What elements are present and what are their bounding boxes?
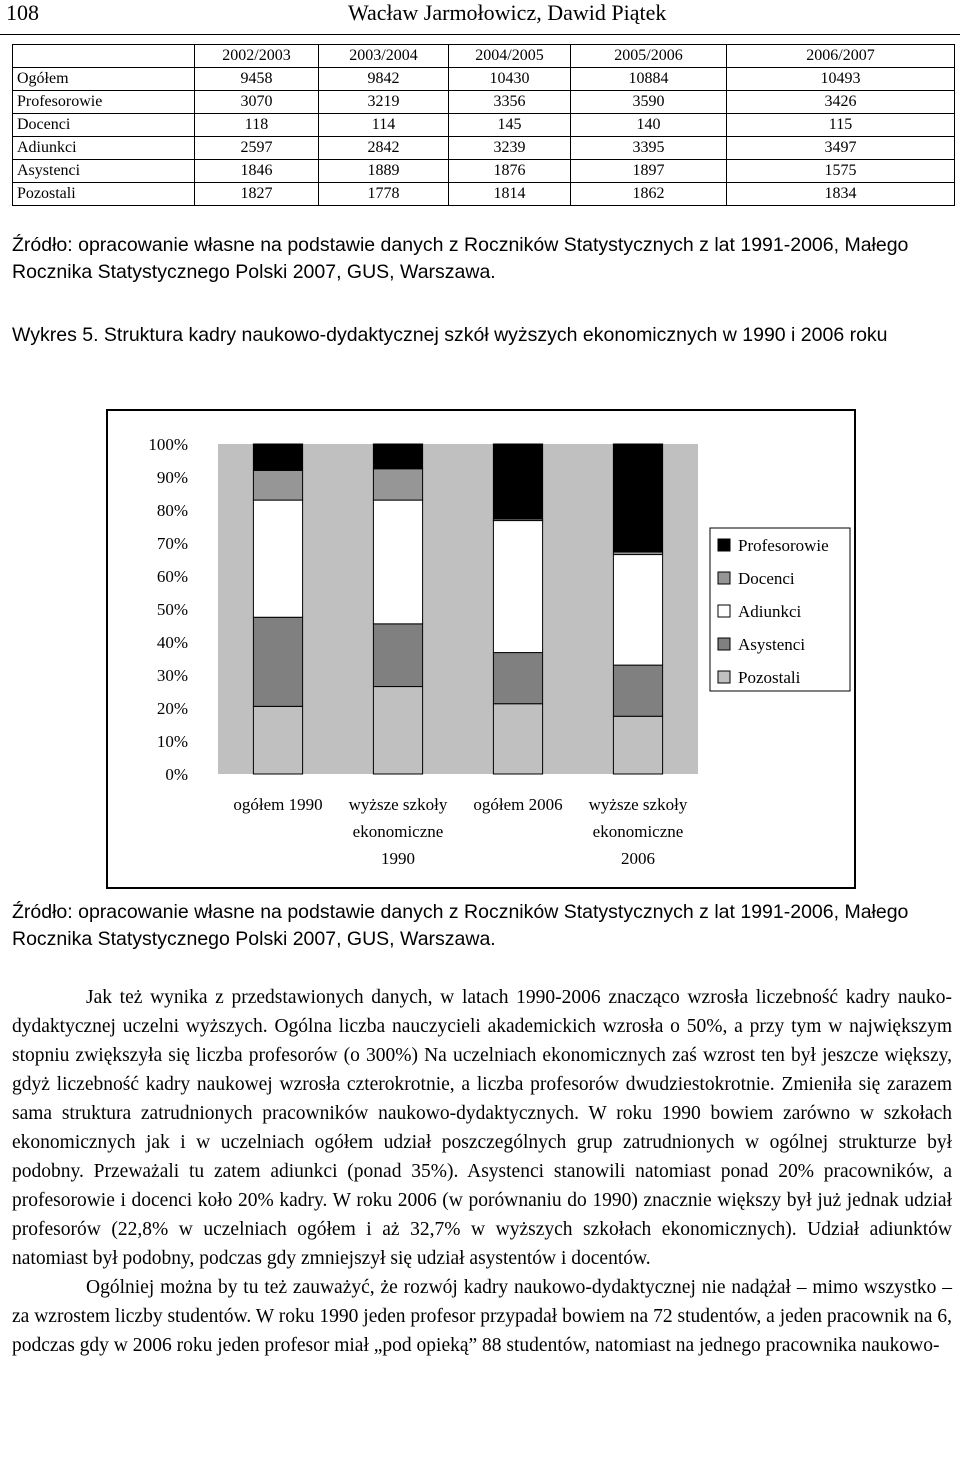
- x-category-label: ekonomiczne: [592, 822, 684, 841]
- legend-swatch: [718, 605, 730, 617]
- column-header: 2006/2007: [727, 45, 955, 68]
- x-category-label: ogółem 1990: [233, 795, 323, 814]
- row-label: Asystenci: [13, 160, 195, 183]
- legend-label: Docenci: [738, 569, 795, 588]
- table-cell: 3070: [195, 91, 319, 114]
- table-cell: 145: [449, 114, 571, 137]
- x-category-label: 1990: [381, 849, 415, 868]
- bar-segment-adiunkci: [373, 500, 422, 624]
- table-row: [13, 183, 955, 206]
- chart-source-note: Źródło: opracowanie własne na podstawie danych z Roczników Statystycznych z lat 1991-2006, Małego Rocznika Statystycznego Polski 2007, GUS, Warszawa.: [12, 901, 909, 950]
- table-row: [13, 68, 955, 91]
- table-cell: 3590: [571, 91, 727, 114]
- y-tick-label: 30%: [156, 666, 188, 685]
- bar-segment-adiunkci: [613, 555, 662, 666]
- page-header: [0, 0, 960, 35]
- y-tick-label: 70%: [156, 534, 188, 553]
- paragraph-2: Ogólniej można by tu też zauważyć, że rozwój kadry naukowo-dydaktycznej nie nadążał – mimo wszystko – za wzrostem liczby studentów. W roku 1990 jeden profesor przypadał bowiem na 72 studentów, a jeden pracownik na 6, podczas gdy w 2006 roku jeden profesor miał „pod opieką” 88 studentów, natomiast na jednego pracownika naukowo-: [12, 1277, 952, 1356]
- y-tick-label: 100%: [148, 435, 188, 454]
- bar-segment-profesorowie: [373, 444, 422, 469]
- row-label: Docenci: [13, 114, 195, 137]
- legend-swatch: [718, 638, 730, 650]
- bar-segment-pozostali: [253, 706, 302, 774]
- table-cell: 3426: [727, 91, 955, 114]
- y-tick-label: 0%: [165, 765, 188, 784]
- table-cell: 1778: [319, 183, 449, 206]
- table-cell: 9842: [319, 68, 449, 91]
- y-tick-label: 50%: [156, 600, 188, 619]
- running-head-authors: Wacław Jarmołowicz, Dawid Piątek: [348, 0, 667, 25]
- table-cell: 10430: [449, 68, 571, 91]
- table-cell: 10884: [571, 68, 727, 91]
- table-cell: 3395: [571, 137, 727, 160]
- bar-segment-pozostali: [613, 716, 662, 774]
- column-header: 2003/2004: [319, 45, 449, 68]
- page-number: 108: [6, 0, 39, 25]
- table-cell: 3497: [727, 137, 955, 160]
- y-tick-label: 10%: [156, 732, 188, 751]
- table-cell: 10493: [727, 68, 955, 91]
- table-cell: 1827: [195, 183, 319, 206]
- bar-segment-pozostali: [373, 687, 422, 774]
- stacked-bar-chart: [108, 411, 854, 887]
- table-cell: 3219: [319, 91, 449, 114]
- y-tick-label: 40%: [156, 633, 188, 652]
- table-cell: 118: [195, 114, 319, 137]
- column-header: 2004/2005: [449, 45, 571, 68]
- table-cell: 2597: [195, 137, 319, 160]
- row-label: Profesorowie: [13, 91, 195, 114]
- figure-caption: Wykres 5. Struktura kadry naukowo-dydaktycznej szkół wyższych ekonomicznych w 1990 i 2006 roku: [12, 324, 888, 346]
- table-cell: 114: [319, 114, 449, 137]
- y-tick-label: 20%: [156, 699, 188, 718]
- x-category-label: wyższe szkoły: [348, 795, 448, 814]
- table-cell: 1846: [195, 160, 319, 183]
- bar-segment-pozostali: [493, 704, 542, 774]
- bar-segment-asystenci: [373, 624, 422, 687]
- table-cell: 140: [571, 114, 727, 137]
- table-row: [13, 114, 955, 137]
- table-cell: 1834: [727, 183, 955, 206]
- row-label: Adiunkci: [13, 137, 195, 160]
- legend-label: Profesorowie: [738, 536, 829, 555]
- legend-label: Adiunkci: [738, 602, 802, 621]
- x-category-label: wyższe szkoły: [588, 795, 688, 814]
- x-category-label: ekonomiczne: [352, 822, 444, 841]
- table-header-row: [13, 45, 955, 68]
- table-cell: 1897: [571, 160, 727, 183]
- legend-label: Asystenci: [738, 635, 806, 654]
- row-label: Pozostali: [13, 183, 195, 206]
- paragraph-1: Jak też wynika z przedstawionych danych, w latach 1990-2006 znacząco wzrosła liczebność kadry nauko-dydaktycznej uczelni wyższych. Ogólna liczba nauczycieli akademickich wzrosła o 50%, a przy tym w największym stopniu zwiększyła się liczba profesorów (o 300%) Na uczelniach ekonomicznych zaś wzrost ten był jeszcze większy, gdyż liczebność kadry naukowej wzrosła czterokrotnie, a liczba profesorów dwudziestokrotnie. Zmieniła się zarazem sama struktura zatrudnionych pracowników naukowo-dydaktycznych. W roku 1990 bowiem zarówno w szkołach ekonomicznych jak i w uczelniach ogółem udział poszczególnych grup zatrudnionych w ogólnej strukturze był podobny. Przeważali tu zatem adiunkci (ponad 35%). Asystenci stanowili natomiast ponad 20% pracowników, a profesorowie i docenci koło 20% kadry. W roku 2006 (w porównaniu do 1990) znacznie większy był już jednak udział profesorów (22,8% w uczelniach ogółem i aż 32,7% w wyższych szkołach ekonomicznych). Udział adiunktów natomiast był podobny, podczas gdy zmniejszył się udział asystentów i docentów.: [12, 987, 952, 1269]
- x-category-label: ogółem 2006: [473, 795, 563, 814]
- legend-swatch: [718, 539, 730, 551]
- row-label: Ogółem: [13, 68, 195, 91]
- table-row: [13, 137, 955, 160]
- table-cell: 1575: [727, 160, 955, 183]
- table-cell: 3356: [449, 91, 571, 114]
- legend-swatch: [718, 572, 730, 584]
- table-cell: 1862: [571, 183, 727, 206]
- legend-swatch: [718, 671, 730, 683]
- table-cell: 1876: [449, 160, 571, 183]
- bar-segment-profesorowie: [253, 444, 302, 470]
- y-tick-label: 60%: [156, 567, 188, 586]
- table-cell: 9458: [195, 68, 319, 91]
- column-header: 2002/2003: [195, 45, 319, 68]
- table-cell: 1889: [319, 160, 449, 183]
- column-header: 2005/2006: [571, 45, 727, 68]
- table-cell: 115: [727, 114, 955, 137]
- table-source-note: Źródło: opracowanie własne na podstawie danych z Roczników Statystycznych z lat 1991-2006, Małego Rocznika Statystycznego Polski 2007, GUS, Warszawa.: [12, 234, 909, 283]
- table-row: [13, 91, 955, 114]
- column-header: [13, 45, 195, 68]
- bar-segment-profesorowie: [493, 444, 542, 519]
- bar-segment-asystenci: [613, 665, 662, 716]
- bar-segment-asystenci: [493, 653, 542, 704]
- table-row: [13, 160, 955, 183]
- table-cell: 1814: [449, 183, 571, 206]
- x-category-label: 2006: [621, 849, 655, 868]
- table-cell: 2842: [319, 137, 449, 160]
- staff-table: [12, 44, 955, 206]
- bar-segment-docenci: [253, 470, 302, 500]
- y-tick-label: 80%: [156, 501, 188, 520]
- bar-segment-asystenci: [253, 617, 302, 706]
- legend-label: Pozostali: [738, 668, 801, 687]
- bar-segment-docenci: [373, 469, 422, 500]
- y-tick-label: 90%: [156, 468, 188, 487]
- chart-frame: [106, 409, 856, 889]
- body-text: [12, 983, 952, 1360]
- table-cell: 3239: [449, 137, 571, 160]
- bar-segment-profesorowie: [613, 444, 662, 552]
- bar-segment-adiunkci: [493, 521, 542, 653]
- bar-segment-adiunkci: [253, 500, 302, 617]
